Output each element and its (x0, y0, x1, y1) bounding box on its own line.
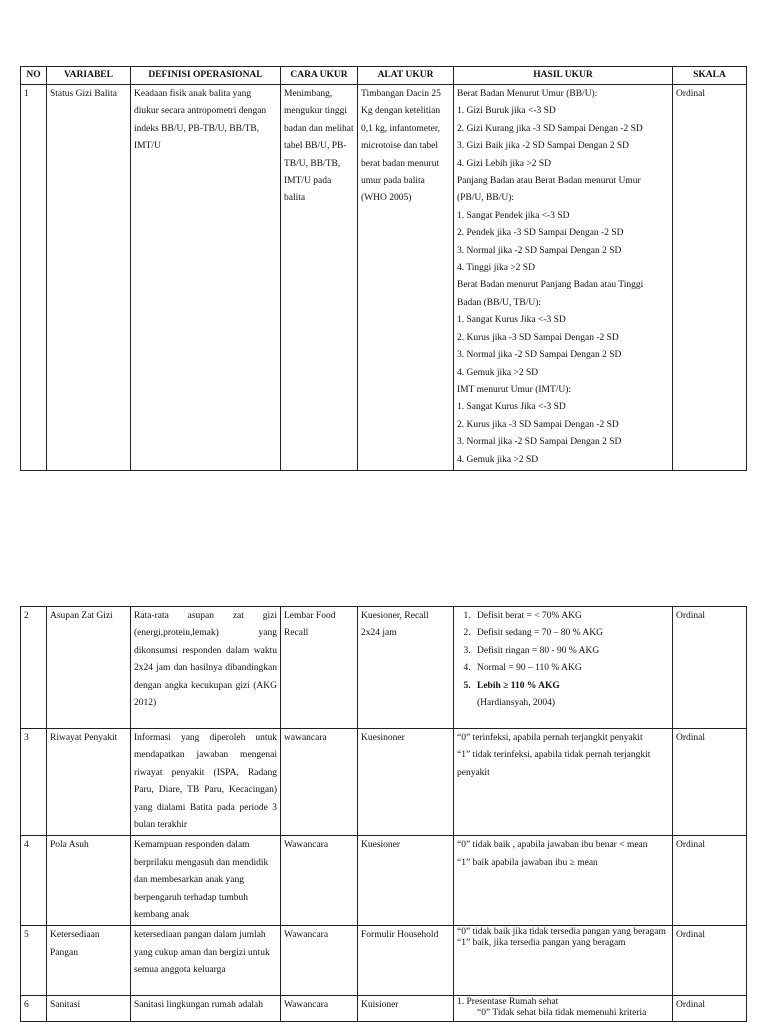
header-definisi: DEFINISI OPERASIONAL (131, 67, 281, 85)
row-definisi: ketersediaan pangan dalam jumlah yang cukup aman dan bergizi untuk semua anggota keluarga (131, 926, 281, 996)
hasil-line: “0” terinfeksi, apabila pernah terjangkit penyakit (457, 733, 643, 743)
hasil-line: 1. Sangat Pendek jika <-3 SD (457, 210, 570, 221)
hasil-line: 4. Gemuk jika >2 SD (457, 367, 539, 378)
row-hasil (454, 836, 673, 926)
hasil-line: 1. Gizi Buruk jika <-3 SD (457, 106, 556, 117)
hasil-line: 3. Normal jika -2 SD Sampai Dengan 2 SD (457, 350, 622, 361)
row-definisi: Rata-rata asupan zat gizi (energi,protein,lemak) yang dikonsumsi responden dalam waktu 2x24 jam dan hasilnya dibandingkan dengan angka kecukupan gizi (AKG 2012) (131, 607, 281, 729)
reference: (Hardiansyah, 2004) (477, 698, 556, 709)
hasil-line: 4. Tinggi jika >2 SD (457, 263, 535, 274)
row-no: 2 (21, 607, 47, 729)
table-row (21, 926, 747, 996)
hasil-line: 1. Sangat Kurus Jika <-3 SD (457, 315, 566, 326)
row-cara: Wawancara (281, 926, 358, 996)
hasil-line: Panjang Badan atau Berat Badan menurut Umur (PB/U, BB/U): (457, 176, 641, 204)
row-no: 4 (21, 836, 47, 926)
hasil-line: Berat Badan menurut Panjang Badan atau Tinggi Badan (BB/U, TB/U): (457, 280, 644, 308)
table-row (21, 607, 747, 729)
table-row (21, 996, 747, 1022)
table-header-row (21, 67, 747, 85)
hasil-line: “0” tidak baik , apabila jawaban ibu benar < mean (457, 840, 648, 851)
row-skala: Ordinal (673, 85, 747, 471)
row-no: 1 (21, 85, 47, 471)
row-alat: Kuisioner (358, 996, 454, 1022)
hasil-line: 1. Presentase Rumah sehat (457, 997, 559, 1008)
row-hasil (454, 607, 673, 729)
row-variabel: Pola Asuh (47, 836, 131, 926)
row-skala: Ordinal (673, 926, 747, 996)
row-cara: wawancara (281, 729, 358, 836)
row-alat: Formulir Household (358, 926, 454, 996)
row-no: 3 (21, 729, 47, 836)
row-skala: Ordinal (673, 836, 747, 926)
hasil-line: “0” Tidak sehat bila tidak memenuhi kriteria (477, 1008, 647, 1019)
hasil-line: 4. Gemuk jika >2 SD (457, 454, 539, 465)
row-hasil (454, 729, 673, 836)
row-definisi: Kemampuan responden dalam berprilaku mengasuh dan mendidik dan membesarkan anak yang berpengaruh terhadap tumbuh kembang anak (131, 836, 281, 926)
table-row (21, 729, 747, 836)
row-definisi: Informasi yang diperoleh untuk mendapatkan jawaban mengenai riwayat penyakit (ISPA, Radang Paru, Diare, TB Paru, Kecacingan) yang dialami Batita pada periode 3 bulan terakhir (131, 729, 281, 836)
list-item: 2. Defisit sedang = 70 – 80 % AKG (473, 625, 669, 642)
row-variabel: Status Gizi Balita (47, 85, 131, 471)
row-hasil (454, 85, 673, 471)
hasil-line: 2. Kurus jika -3 SD Sampai Dengan -2 SD (457, 419, 619, 430)
row-hasil (454, 996, 673, 1022)
hasil-line: 2. Gizi Kurang jika -3 SD Sampai Dengan -2 SD (457, 123, 643, 134)
row-skala: Ordinal (673, 996, 747, 1022)
hasil-line: “1” baik apabila jawaban ibu ≥ mean (457, 857, 598, 868)
hasil-line: 4. Gizi Lebih jika >2 SD (457, 158, 552, 169)
row-alat: Kuesioner, Recall 2x24 jam (358, 607, 454, 729)
header-no: NO (21, 67, 47, 85)
hasil-line: 2. Pendek jika -3 SD Sampai Dengan -2 SD (457, 228, 624, 239)
hasil-line: 3. Normal jika -2 SD Sampai Dengan 2 SD (457, 437, 622, 448)
row-cara: Menimbang, mengukur tinggi badan dan melihat tabel BB/U, PB-TB/U, BB/TB, IMT/U pada balita (281, 85, 358, 471)
row-definisi: Sanitasi lingkungan rumah adalah (131, 996, 281, 1022)
header-hasil: HASIL UKUR (454, 67, 673, 85)
header-cara: CARA UKUR (281, 67, 358, 85)
hasil-line: 3. Normal jika -2 SD Sampai Dengan 2 SD (457, 245, 622, 256)
list-item: 5. Lebih ≥ 110 % AKG (473, 678, 669, 695)
variable-table-bottom (20, 606, 747, 1022)
row-cara: Wawancara (281, 836, 358, 926)
row-variabel: Sanitasi (47, 996, 131, 1022)
hasil-list (457, 608, 669, 695)
hasil-line: “0” tidak baik jika tidak tersedia pangan yang beragam (457, 927, 666, 938)
hasil-line: Berat Badan Menurut Umur (BB/U): (457, 89, 598, 99)
row-no: 5 (21, 926, 47, 996)
row-cara: Wawancara (281, 996, 358, 1022)
row-variabel: Ketersediaan Pangan (47, 926, 131, 996)
hasil-line: 3. Gizi Baik jika -2 SD Sampai Dengan 2 SD (457, 141, 630, 152)
list-item: 4. Normal = 90 – 110 % AKG (473, 660, 669, 677)
row-hasil (454, 926, 673, 996)
hasil-line: 2. Kurus jika -3 SD Sampai Dengan -2 SD (457, 332, 619, 343)
hasil-line: “1” tidak terinfeksi, apabila tidak pernah terjangkit penyakit (457, 750, 651, 778)
row-skala: Ordinal (673, 607, 747, 729)
row-variabel: Asupan Zat Gizi (47, 607, 131, 729)
hasil-line: “1” baik, jika tersedia pangan yang beragam (457, 938, 626, 949)
row-alat: Timbangan Dacin 25 Kg dengan ketelitian 0,1 kg, infantometer, microtoise dan tabel berat badan menurut umur pada balita (WHO 2005) (358, 85, 454, 471)
row-variabel: Riwayat Penyakit (47, 729, 131, 836)
list-item: 3. Defisit ringan = 80 - 90 % AKG (473, 643, 669, 660)
header-alat: ALAT UKUR (358, 67, 454, 85)
row-cara: Lembar Food Recall (281, 607, 358, 729)
row-no: 6 (21, 996, 47, 1022)
row-alat: Kuesioner (358, 836, 454, 926)
header-variabel: VARIABEL (47, 67, 131, 85)
row-alat: Kuesinoner (358, 729, 454, 836)
table-row (21, 85, 747, 471)
hasil-line: 1. Sangat Kurus Jika <-3 SD (457, 402, 566, 413)
table-row (21, 836, 747, 926)
variable-table-top (20, 66, 747, 471)
row-definisi: Keadaan fisik anak balita yang diukur secara antropometri dengan indeks BB/U, PB-TB/U, BB/TB, IMT/U (131, 85, 281, 471)
header-skala: SKALA (673, 67, 747, 85)
list-item: 1. Defisit berat = < 70% AKG (473, 608, 669, 625)
row-skala: Ordinal (673, 729, 747, 836)
hasil-line: IMT menurut Umur (IMT/U): (457, 384, 572, 395)
